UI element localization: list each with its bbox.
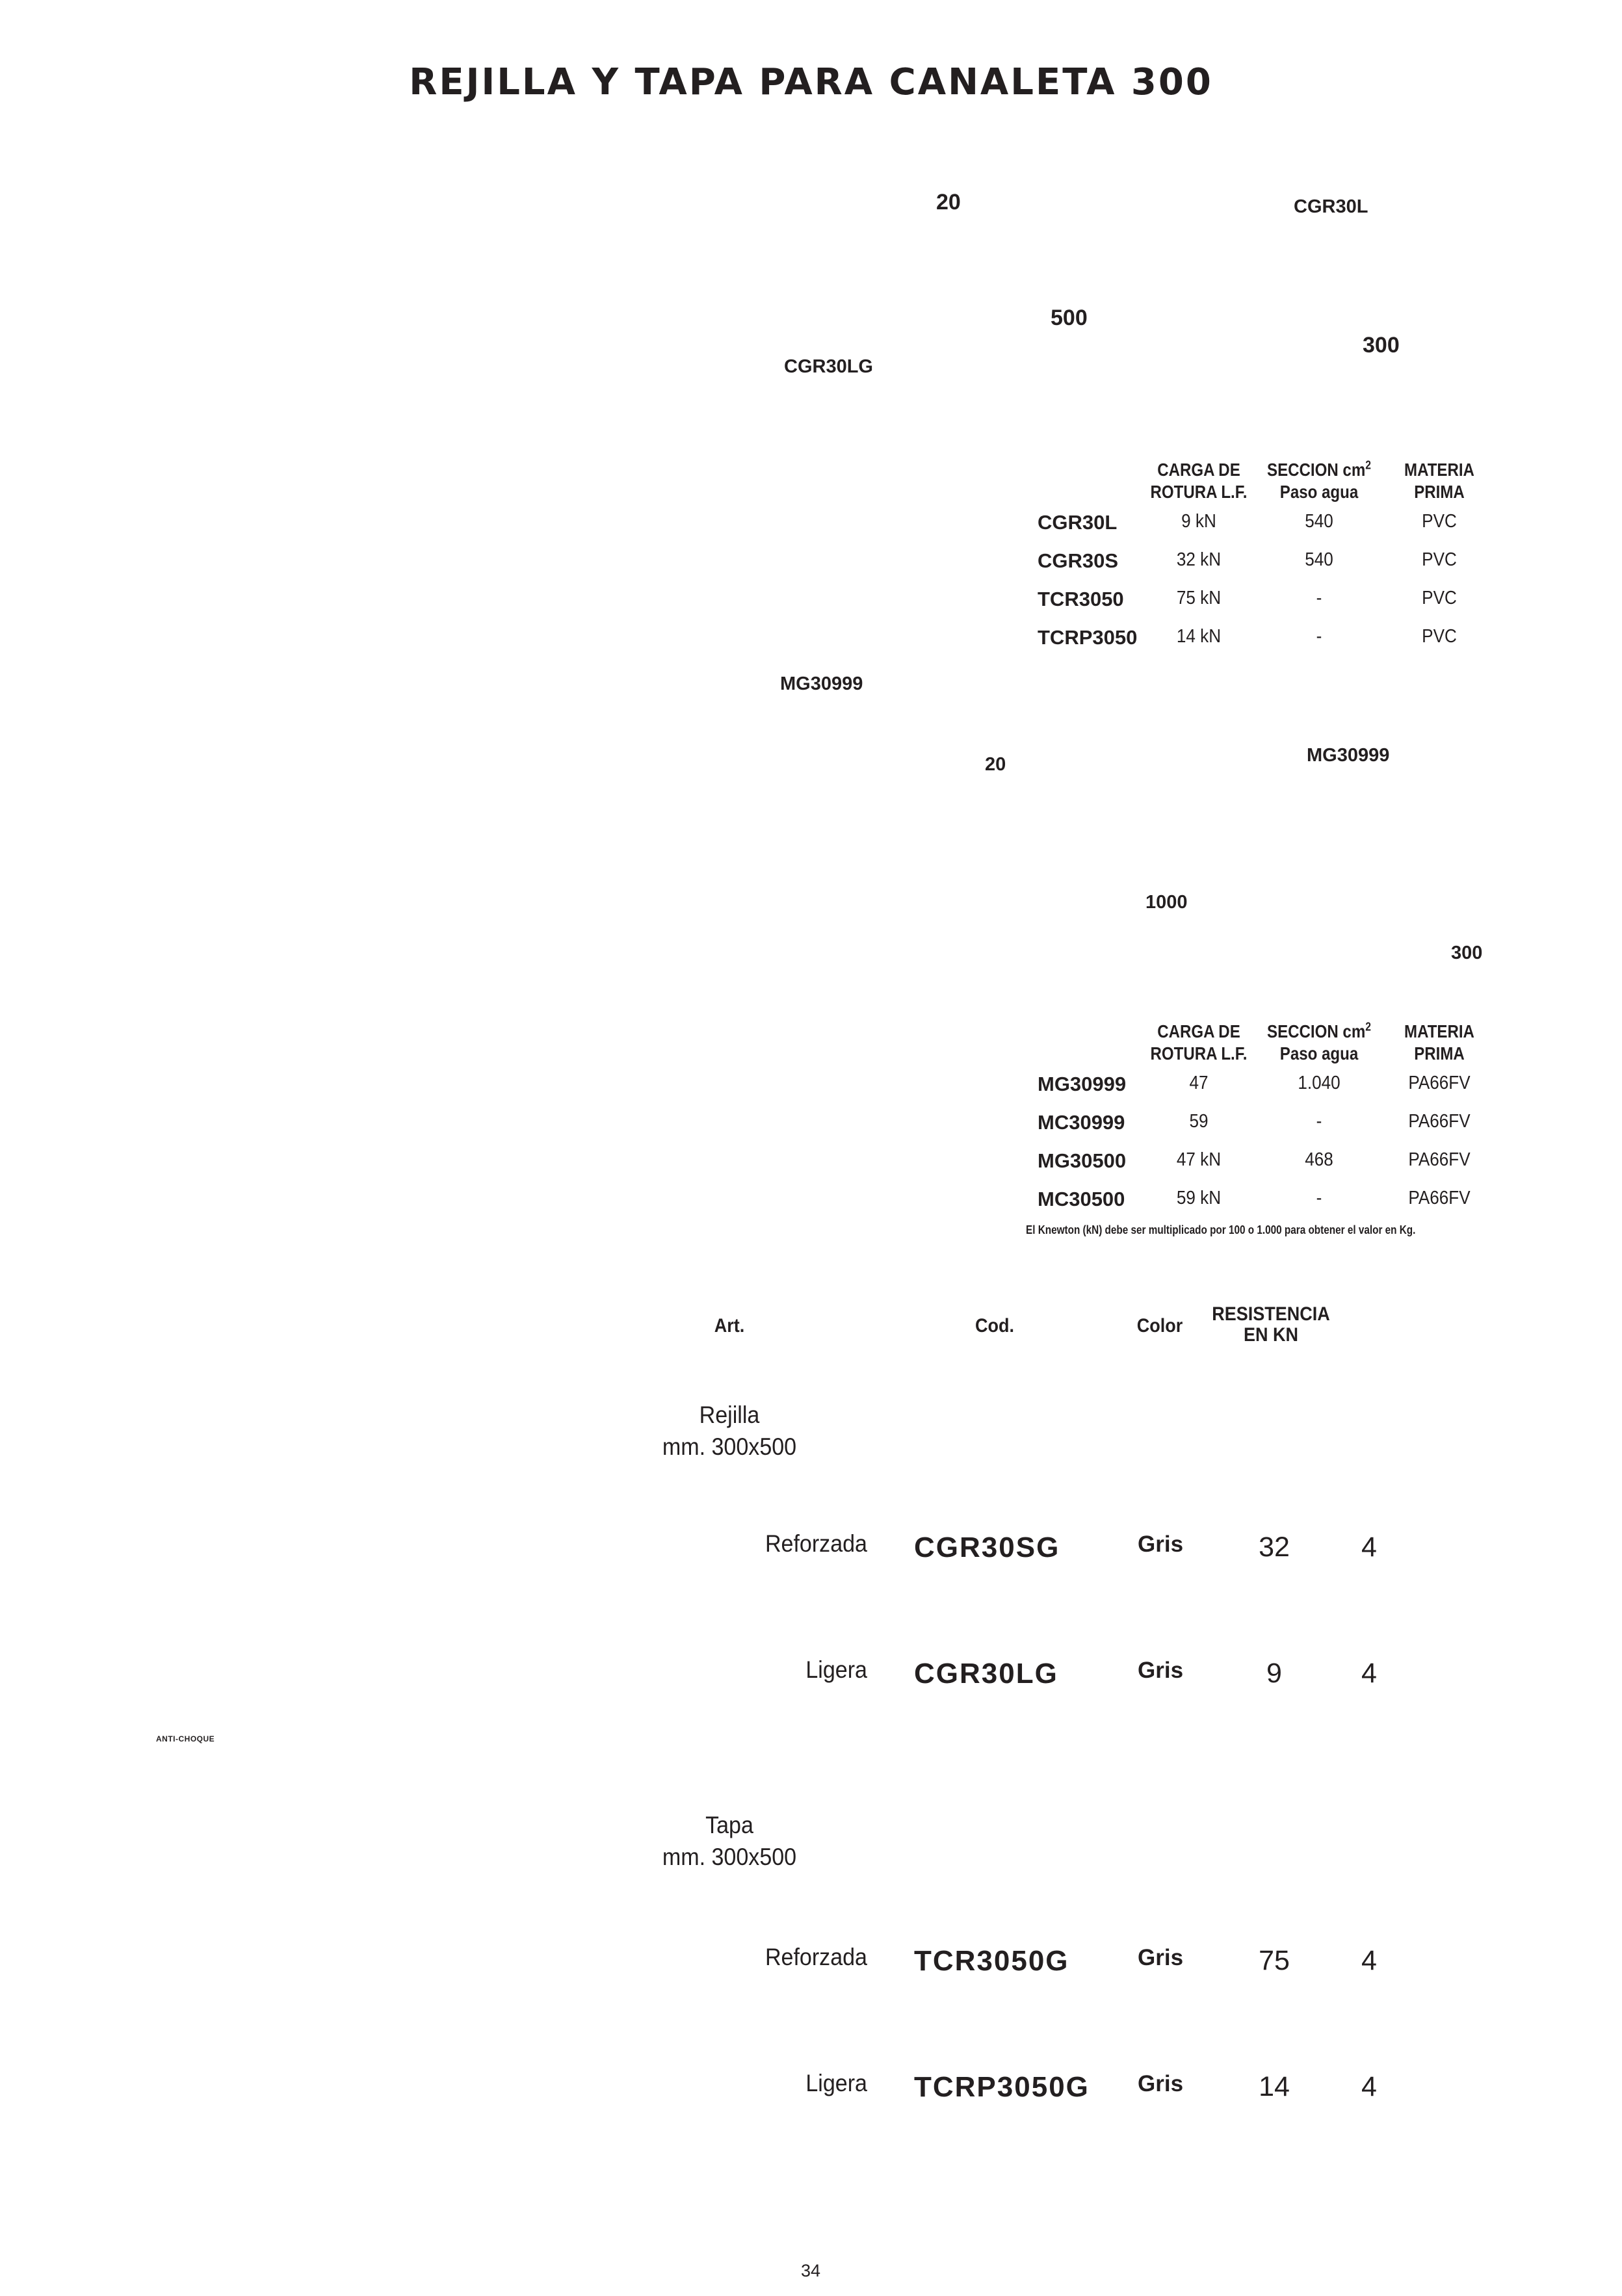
spec2-row-code: MG30500	[1038, 1149, 1127, 1172]
spec1-header-load-line2: ROTURA L.F.	[1150, 482, 1248, 502]
spec2-row-material: PA66FV	[1408, 1149, 1471, 1170]
spec2-row-code: MG30999	[1038, 1073, 1127, 1095]
spec2-header-material-line2: PRIMA	[1414, 1043, 1465, 1063]
spec2-footnote: El Knewton (kN) debe ser multiplicado por 100 o 1.000 para obtener el valor en Kg.	[1026, 1223, 1416, 1236]
spec2-header-section-line2: Paso agua	[1279, 1043, 1359, 1063]
spec2-row-code: MC30999	[1038, 1111, 1125, 1134]
spec2-row-load: 59	[1189, 1111, 1209, 1132]
group-name: Tapa	[705, 1812, 753, 1838]
spec2-row-material: PA66FV	[1408, 1073, 1471, 1093]
spec2-row-code: MC30500	[1038, 1188, 1125, 1210]
header-resistance-line2: EN KN	[1243, 1324, 1299, 1346]
spec1-row-material: PVC	[1422, 588, 1457, 608]
spec2-row-material: PA66FV	[1408, 1188, 1471, 1208]
spec1-header-section-line1: SECCION $cm^2$	[1267, 458, 1371, 480]
product-qty: 4	[1361, 1945, 1377, 1976]
spec1-row-load: 9 kN	[1181, 511, 1216, 532]
spec1-row-code: TCRP3050	[1038, 626, 1138, 649]
spec1-header-material-line1: MATERIA	[1404, 460, 1474, 480]
product-resistance: 75	[1259, 1945, 1290, 1976]
page-title: REJILLA Y TAPA PARA CANALETA 300	[409, 61, 1213, 103]
product-color: Gris	[1138, 1945, 1184, 1970]
spec1-row-code: CGR30S	[1038, 549, 1119, 572]
spec2-header-material	[1389, 1021, 1490, 1065]
header-cod: Cod.	[975, 1315, 1014, 1337]
spec1-header-section	[1261, 459, 1378, 503]
spec1-row-material: PVC	[1422, 511, 1457, 532]
drawing1-dim-top: 20	[936, 190, 961, 215]
product-variant: Ligera	[805, 1656, 867, 1683]
spec1-header-section-line2: Paso agua	[1279, 482, 1359, 502]
spec2-header-load	[1143, 1021, 1255, 1065]
spec2-row-section: -	[1316, 1111, 1322, 1132]
spec2-header-material-line1: MATERIA	[1404, 1021, 1474, 1041]
product-qty: 4	[1361, 2071, 1377, 2102]
header-color: Color	[1136, 1315, 1183, 1337]
product-resistance: 14	[1259, 2071, 1290, 2102]
spec1-header-material-line2: PRIMA	[1414, 482, 1465, 502]
header-resistance	[1204, 1304, 1339, 1346]
spec1-row-load: 14 kN	[1176, 626, 1222, 647]
drawing2-dim-width: 300	[1451, 943, 1483, 963]
group-name: Rejilla	[699, 1402, 760, 1428]
spec2-row-load: 47 kN	[1176, 1149, 1222, 1170]
product-code: TCR3050G	[914, 1945, 1069, 1977]
product-qty: 4	[1361, 1532, 1377, 1563]
drawing1-label-left: CGR30LG	[784, 356, 873, 377]
spec2-row-load: 59 kN	[1176, 1188, 1222, 1208]
product-resistance: 9	[1266, 1658, 1282, 1689]
drawing2-dim-top: 20	[985, 754, 1006, 775]
spec2-header-load-line1: CARGA DE	[1157, 1021, 1240, 1041]
spec2-row-section: 468	[1305, 1149, 1333, 1170]
spec1-row-code: CGR30L	[1038, 511, 1118, 534]
group-size: mm. 300x500	[662, 1433, 797, 1460]
side-label-anti-choque: ANTI-CHOQUE	[156, 1734, 215, 1743]
drawing2-label-left: MG30999	[780, 673, 863, 694]
spec1-header-load	[1143, 459, 1255, 503]
spec1-row-code: TCR3050	[1038, 588, 1124, 610]
spec1-row-section: 540	[1305, 511, 1333, 532]
header-art: Art.	[714, 1315, 745, 1337]
spec1-header-material	[1389, 459, 1490, 503]
page-number: 34	[801, 2261, 821, 2280]
product-qty: 4	[1361, 1658, 1377, 1689]
product-variant: Ligera	[805, 2070, 867, 2096]
spec2-row-load: 47	[1189, 1073, 1209, 1093]
spec1-row-section: -	[1316, 588, 1322, 608]
drawing1-dim-length: 500	[1051, 306, 1088, 330]
spec2-row-material: PA66FV	[1408, 1111, 1471, 1132]
drawing1-label-right: CGR30L	[1294, 196, 1368, 217]
spec1-header-load-line1: CARGA DE	[1157, 460, 1240, 480]
spec1-row-material: PVC	[1422, 626, 1457, 647]
group-tapa-label	[640, 1809, 819, 1873]
spec2-header-load-line2: ROTURA L.F.	[1150, 1043, 1248, 1063]
drawing1-dim-width: 300	[1363, 333, 1400, 358]
spec2-header-section	[1261, 1021, 1378, 1065]
spec1-row-section: 540	[1305, 549, 1333, 570]
product-variant: Reforzada	[765, 1944, 867, 1970]
spec1-row-load: 32 kN	[1176, 549, 1222, 570]
group-rejilla-label	[640, 1399, 819, 1463]
spec2-row-section: -	[1316, 1188, 1322, 1208]
spec1-row-section: -	[1316, 626, 1322, 647]
product-code: CGR30SG	[914, 1532, 1060, 1563]
spec1-row-load: 75 kN	[1176, 588, 1222, 608]
product-resistance: 32	[1259, 1532, 1290, 1563]
product-code: CGR30LG	[914, 1658, 1058, 1689]
header-resistance-line1: RESISTENCIA	[1212, 1303, 1330, 1325]
product-color: Gris	[1138, 1532, 1184, 1557]
product-variant: Reforzada	[765, 1530, 867, 1557]
drawing2-label-right: MG30999	[1307, 745, 1390, 766]
product-color: Gris	[1138, 1658, 1184, 1683]
spec1-row-material: PVC	[1422, 549, 1457, 570]
spec2-row-section: 1.040	[1298, 1073, 1341, 1093]
drawing2-dim-length: 1000	[1145, 892, 1188, 913]
spec2-header-section-line1: SECCION $cm^2$	[1267, 1020, 1371, 1041]
group-size: mm. 300x500	[662, 1844, 797, 1870]
product-color: Gris	[1138, 2071, 1184, 2096]
product-code: TCRP3050G	[914, 2071, 1090, 2103]
